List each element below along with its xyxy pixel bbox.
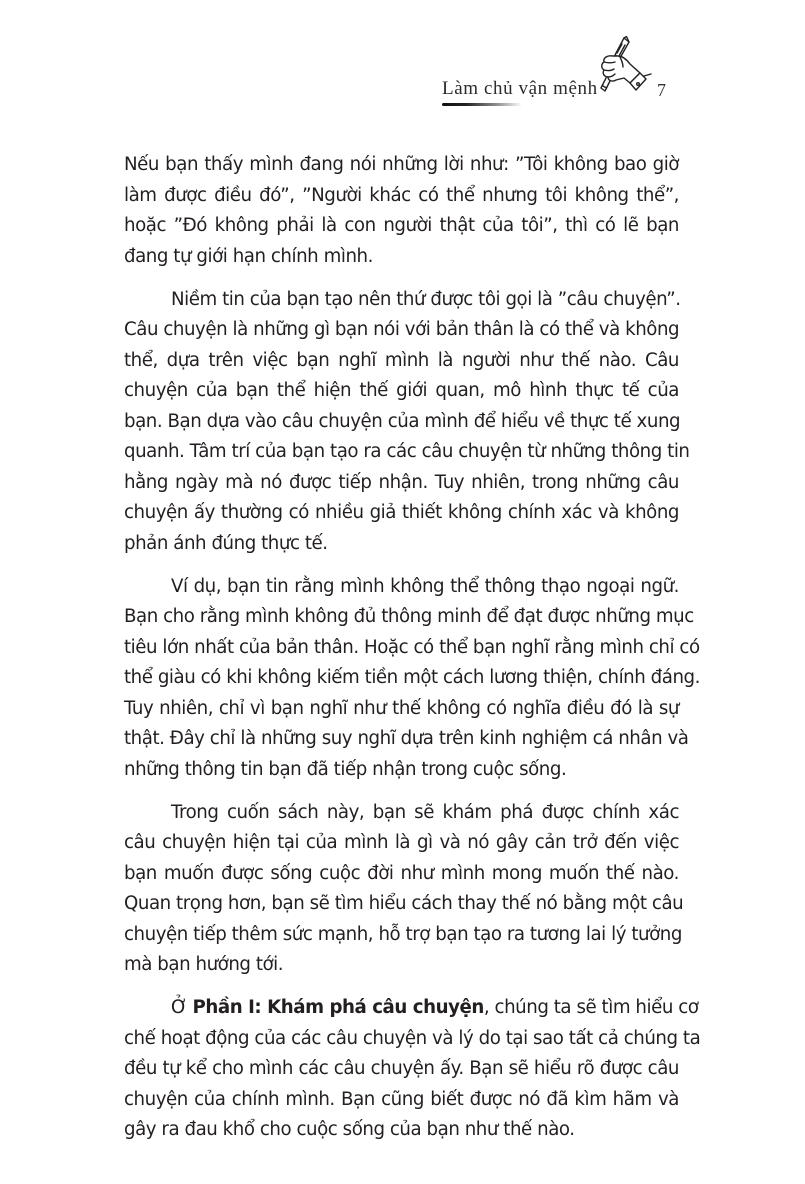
text-line: đang tự giới hạn chính mình. — [124, 245, 373, 267]
text-line: câu chuyện hiện tại của mình là gì và nó gây cản trở đến việc — [124, 832, 679, 853]
text-line: bạn muốn được sống cuộc đời như mình mong muốn thế nào. — [124, 862, 679, 884]
paragraph-4 — [124, 798, 684, 981]
text-line: gây ra đau khổ cho cuộc sống của bạn như thế nào. — [124, 1119, 575, 1140]
text-line: Ví dụ, bạn tin rằng mình không thể thông thạo ngoại ngữ. — [171, 575, 679, 597]
text-line: chuyện tiếp thêm sức mạnh, hỗ trợ bạn tạo ra tương lai lý tưởng — [124, 923, 682, 945]
text-line: thể giàu có khi không kiếm tiền một cách lương thiện, chính đáng. — [124, 667, 700, 688]
paragraph-2 — [124, 285, 690, 560]
text-line: tiêu lớn nhất của bản thân. Hoặc có thể bạn nghĩ rằng mình chỉ có — [124, 636, 700, 658]
text-line: Nếu bạn thấy mình đang nói những lời như: ”Tôi không bao giờ — [124, 154, 679, 175]
text-line: bạn. Bạn dựa vào câu chuyện của mình để hiểu về thực tế xung — [124, 410, 681, 432]
running-title: Làm chủ vận mệnh — [442, 78, 598, 99]
text-line: chuyện của bạn thể hiện thế giới quan, mô hình thực tế của — [124, 380, 679, 401]
section-reference: Phần I: Khám phá câu chuyện — [192, 997, 484, 1018]
text-line: đều tự kể cho mình các câu chuyện ấy. Bạn sẽ hiểu rõ được câu — [124, 1058, 679, 1079]
text-line: chế hoạt động của các câu chuyện và lý do tại sao tất cả chúng ta — [124, 1027, 701, 1049]
paragraph-5 — [124, 993, 701, 1146]
text-line: làm được điều đó”, ”Người khác có thể nhưng tôi không thể”, — [124, 184, 679, 206]
brush-underline — [442, 103, 522, 106]
text-line: Quan trọng hơn, bạn sẽ tìm hiểu cách thay thế nó bằng một câu — [124, 893, 684, 914]
text-line — [124, 993, 699, 1024]
text-line: Tuy nhiên, chỉ vì bạn nghĩ như thế không có nghĩa điều đó là sự — [124, 697, 679, 719]
paragraph-1 — [124, 150, 679, 272]
text-line: Bạn cho rằng mình không đủ thông minh để đạt được những mục — [124, 606, 694, 627]
text-line: những thông tin bạn đã tiếp nhận trong cuộc sống. — [124, 758, 567, 780]
text-line: thật. Đây chỉ là những suy nghĩ dựa trên kinh nghiệm cá nhân và — [124, 728, 689, 749]
text-line: phản ánh đúng thực tế. — [124, 532, 328, 554]
text-line: chuyện của chính mình. Bạn cũng biết được nó đã kìm hãm và — [124, 1088, 679, 1110]
text-line: Trong cuốn sách này, bạn sẽ khám phá được chính xác — [171, 801, 679, 823]
text-prefix: Ở — [171, 997, 193, 1018]
text-line: mà bạn hướng tới. — [124, 954, 284, 975]
body-text — [124, 150, 701, 1158]
text-line: thể, dựa trên việc bạn nghĩ mình là người như thế nào. Câu — [124, 349, 679, 371]
page-number: 7 — [657, 80, 666, 100]
text-line: Niềm tin của bạn tạo nên thứ được tôi gọi là ”câu chuyện”. — [171, 288, 681, 310]
text-line: Câu chuyện là những gì bạn nói với bản thân là có thể và không — [124, 319, 680, 340]
text-line: hằng ngày mà nó được tiếp nhận. Tuy nhiên, trong những câu — [124, 471, 679, 493]
text-line: quanh. Tâm trí của bạn tạo ra các câu chuyện từ những thông tin — [124, 441, 690, 462]
paragraph-3 — [124, 572, 700, 786]
text-line: chuyện ấy thường có nhiều giả thiết không chính xác và không — [124, 502, 679, 523]
text-suffix: , chúng ta sẽ tìm hiểu cơ — [483, 997, 699, 1018]
text-line: hoặc ”Đó không phải là con người thật của tôi”, thì có lẽ bạn — [124, 215, 679, 236]
hand-holding-pencil-icon — [596, 36, 652, 96]
